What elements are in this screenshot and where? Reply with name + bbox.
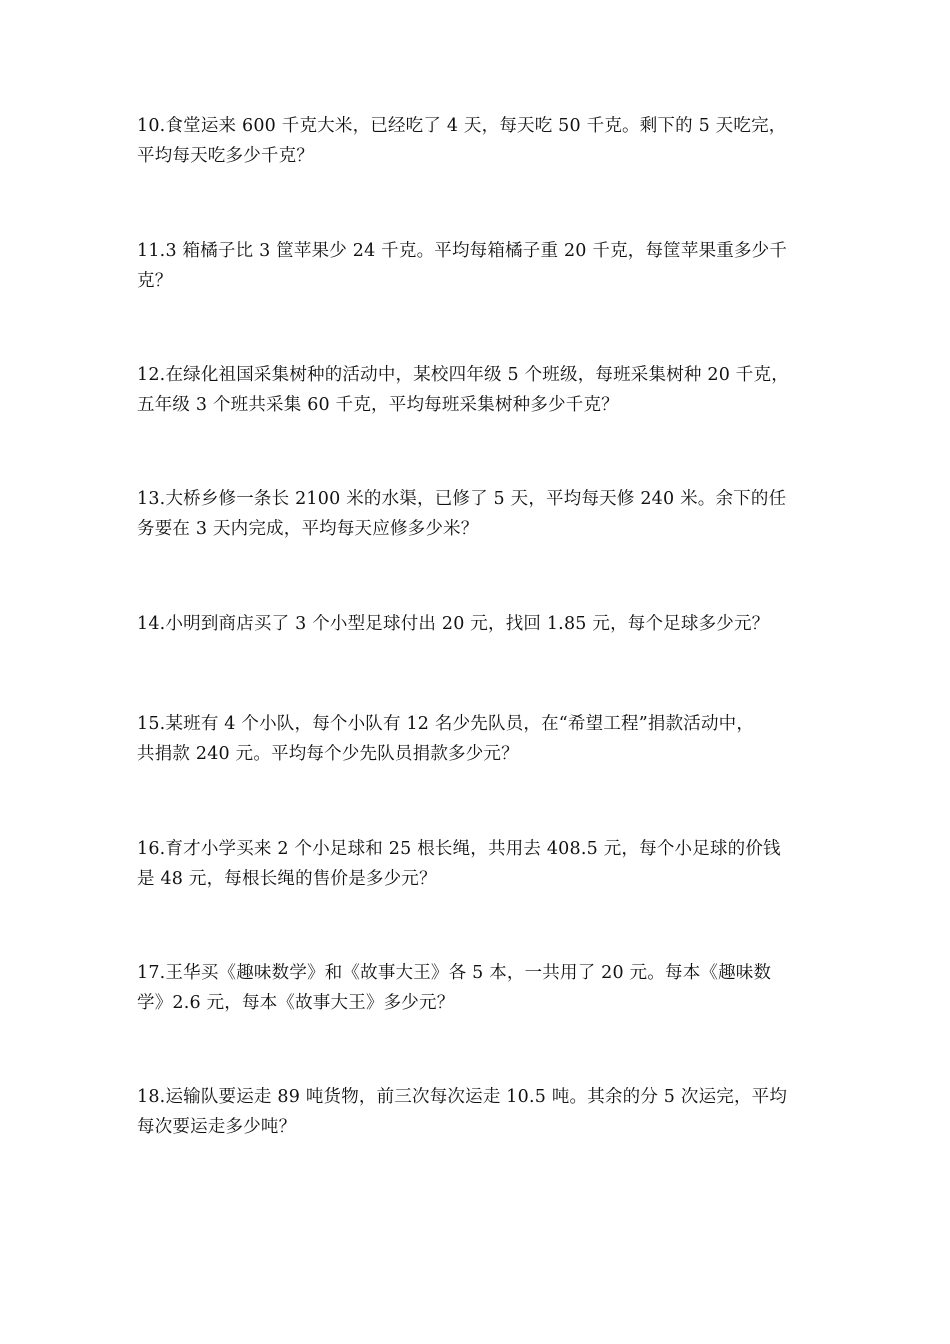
problem-number: 12. [137, 365, 166, 385]
problem-line [137, 484, 827, 514]
problem-number: 18. [137, 1087, 166, 1107]
problem-text: 大桥乡修一条长 2100 米的水渠，已修了 5 天，平均每天修 240 米。余下的任 [165, 489, 787, 509]
problem-text: 王华买《趣味数学》和《故事大王》各 5 本，一共用了 20 元。每本《趣味数 [165, 963, 772, 983]
problem-16 [137, 834, 827, 894]
problem-number: 11. [137, 241, 166, 261]
problem-line: 是 48 元，每根长绳的售价是多少元？ [137, 869, 437, 889]
problem-line [137, 111, 827, 141]
problem-line: 五年级 3 个班共采集 60 千克，平均每班采集树种多少千克？ [137, 395, 619, 415]
problem-text: 育才小学买来 2 个小足球和 25 根长绳，共用去 408.5 元，每个小足球的价钱 [165, 839, 781, 859]
problem-line: 克？ [137, 271, 173, 291]
problem-14 [137, 609, 827, 639]
problem-18 [137, 1082, 827, 1142]
problem-text: 3 箱橘子比 3 筐苹果少 24 千克。平均每箱橘子重 20 千克，每筐苹果重多少千 [165, 241, 788, 261]
problem-number: 13. [137, 489, 166, 509]
problem-line: 每次要运走多少吨？ [137, 1117, 297, 1137]
problem-text: 小明到商店买了 3 个小型足球付出 20 元，找回 1.85 元，每个足球多少元？ [165, 614, 770, 634]
problem-line [137, 709, 827, 739]
problem-line [137, 360, 827, 390]
problem-number: 16. [137, 839, 166, 859]
problem-line: 学》2.6 元，每本《故事大王》多少元？ [137, 993, 455, 1013]
problem-11 [137, 236, 827, 296]
problem-12 [137, 360, 827, 420]
problem-number: 15. [137, 714, 166, 734]
problem-10 [137, 111, 827, 171]
problem-number: 17. [137, 963, 166, 983]
problem-number: 14. [137, 614, 166, 634]
problem-text: 食堂运来 600 千克大米，已经吃了 4 天，每天吃 50 千克。剩下的 5 天吃完， [165, 116, 787, 136]
problem-13 [137, 484, 827, 544]
problem-line: 共捐款 240 元。平均每个少先队员捐款多少元？ [137, 744, 519, 764]
problem-text: 运输队要运走 89 吨货物，前三次每次运走 10.5 吨。其余的分 5 次运完，平均 [165, 1087, 788, 1107]
problem-line: 平均每天吃多少千克？ [137, 146, 314, 166]
problem-line [137, 609, 827, 639]
problem-17 [137, 958, 827, 1018]
problem-line [137, 1082, 827, 1112]
problem-text: 在绿化祖国采集树种的活动中，某校四年级 5 个班级，每班采集树种 20 千克， [165, 365, 789, 385]
problem-line [137, 958, 827, 988]
problem-text: 某班有 4 个小队，每个小队有 12 名少先队员，在“希望工程”捐款活动中， [165, 714, 755, 734]
problem-line: 务要在 3 天内完成，平均每天应修多少米？ [137, 519, 479, 539]
problem-line [137, 236, 827, 266]
problem-15 [137, 709, 827, 769]
problem-line [137, 834, 827, 864]
problem-number: 10. [137, 116, 166, 136]
